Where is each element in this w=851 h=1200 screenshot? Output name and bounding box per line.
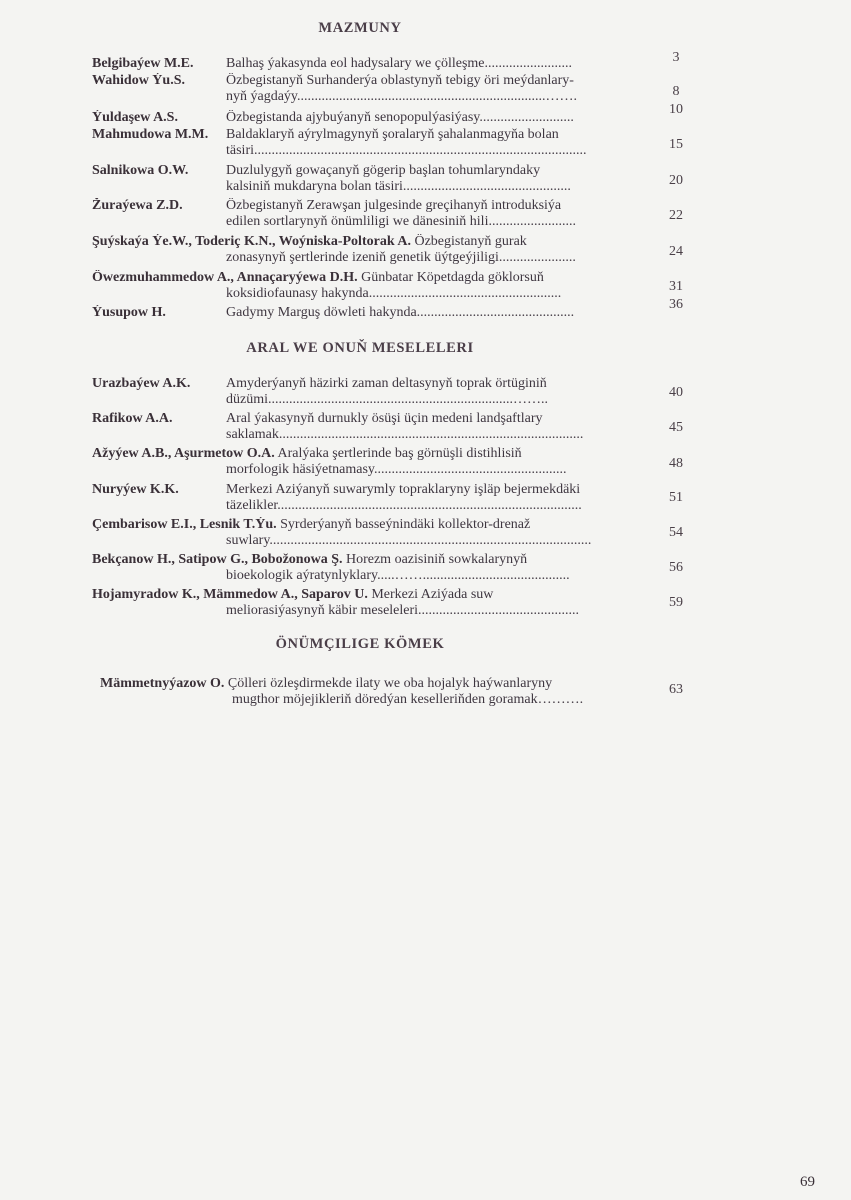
entry-title-cont: mugthor möjejikleriň döredýan keselleriňden goramak……….: [232, 692, 584, 707]
toc-entry: [92, 198, 632, 230]
entry-title: Merkezi Aziýanyň suwarymly topraklaryny işläp bejermekdäki: [226, 482, 581, 497]
toc-entry: [92, 163, 632, 195]
entry-title-cont: täsiri...............................................................................................: [226, 143, 587, 158]
entry-author: Çembarisow E.I., Lesnik T.Ýu.: [92, 517, 277, 532]
entry-author: Žuraýewa Z.D.: [92, 198, 183, 213]
entry-title-cont: suwlary............................................................................................: [226, 533, 592, 548]
entry-page-number: 10: [669, 102, 683, 117]
entry-author: Öwezmuhammedow A., Annaçaryýewa D.H.: [92, 270, 358, 285]
entry-title: Özbegistanyň Surhanderýa oblastynyň tebigy öri meýdanlary-: [226, 73, 574, 88]
entry-page-number: 3: [672, 50, 680, 65]
entry-title: Özbegistanyň gurak: [410, 234, 527, 249]
entry-title-cont: düzümi......................................................................……..: [226, 392, 548, 407]
entry-author: Ažyýew A.B., Aşurmetow O.A.: [92, 446, 275, 461]
entry-page-number: 31: [669, 279, 683, 294]
entry-author: Rafikow A.A.: [92, 411, 173, 426]
toc-entry: [92, 587, 632, 619]
entry-page-number: 45: [669, 420, 683, 435]
entry-title-cont: täzelikler.......................................................................................: [226, 498, 582, 513]
toc-entry: [92, 270, 632, 302]
toc-entry: [92, 56, 632, 72]
entry-page-number: 40: [669, 385, 683, 400]
entry-title-cont: edilen sortlarynyň önümliligi we dänesiniň hili.........................: [226, 214, 576, 229]
entry-title-cont: koksidiofaunasy hakynda.......................................................: [226, 286, 562, 301]
entry-author: Nuryýew K.K.: [92, 482, 179, 497]
toc-entry: [92, 110, 632, 126]
toc-entry: [92, 446, 632, 478]
entry-title: Merkezi Aziýada suw: [367, 587, 494, 602]
entry-page-number: 63: [669, 682, 683, 697]
entry-title: Çölleri özleşdirmekde ilaty we oba hojalyk haýwanlaryny: [224, 676, 553, 691]
toc-entry: [92, 482, 632, 514]
entry-page-number: 15: [669, 137, 683, 152]
entry-page-number: 56: [669, 560, 683, 575]
entry-author: Mahmudowa M.M.: [92, 127, 209, 142]
toc-entry: [92, 376, 632, 408]
entry-title: Gadymy Marguş döwleti hakynda.............................................: [226, 305, 575, 320]
entry-title-cont: saklamak.......................................................................................: [226, 427, 584, 442]
toc-entry: [92, 73, 632, 105]
toc-entry: [92, 517, 632, 549]
entry-title-cont: meliorasiýasynyň käbir meseleleri..............................................: [226, 603, 580, 618]
entry-title: Horezm oazisiniň sowkalarynyň: [342, 552, 528, 567]
entry-page-number: 36: [669, 297, 683, 312]
entry-title: Amyderýanyň häzirki zaman deltasynyň toprak örtüginiň: [226, 376, 547, 391]
entry-author: Ýusupow H.: [92, 305, 166, 320]
entry-page-number: 8: [672, 84, 680, 99]
entry-author: Wahidow Ýu.S.: [92, 73, 185, 88]
entry-title-cont: nyň ýagdaýy.......................................................................…….: [226, 89, 578, 104]
entry-author: Belgibaýew M.E.: [92, 56, 194, 71]
entry-title: Aral ýakasynyň durnukly ösüşi üçin medeni landşaftlary: [226, 411, 543, 426]
entry-page-number: 20: [669, 173, 683, 188]
entry-author: Şuýskaýa Ýe.W., Toderiç K.N., Woýniska-Poltorak A.: [92, 234, 411, 249]
entry-title: Syrderýanyň basseýnindäki kollektor-drenaž: [276, 517, 531, 532]
section-heading: ÖNÜMÇILIGE KÖMEK: [275, 636, 445, 652]
entry-title-cont: bioekologik aýratynlyklary.....……..........................................: [226, 568, 570, 583]
entry-title-cont: morfologik häsiýetnamasy.......................................................: [226, 462, 567, 477]
toc-entry: [92, 127, 632, 159]
toc-entry: [92, 411, 632, 443]
entry-author: Salnikowa O.W.: [92, 163, 189, 178]
entry-page-number: 54: [669, 525, 683, 540]
entry-title: Özbegistanda ajybuýanyň senopopulýasiýasy...........................: [226, 110, 574, 125]
entry-author: Mämmetnyýazow O.: [100, 676, 225, 691]
entry-title: Balhaş ýakasynda eol hadysalary we çölleşme.........................: [226, 56, 573, 71]
entry-page-number: 24: [669, 244, 683, 259]
toc-entry: [92, 305, 632, 321]
page-folio: 69: [800, 1174, 815, 1190]
contents-heading: MAZMUNY: [318, 20, 402, 36]
entry-page-number: 48: [669, 456, 683, 471]
entry-author: Bekçanow H., Satipow G., Bobožonowa Ş.: [92, 552, 343, 567]
entry-title: Aralýaka şertlerinde baş görnüşli distihlisiň: [274, 446, 522, 461]
section-heading: ARAL WE ONUŇ MESELELERI: [246, 340, 474, 356]
entry-title-cont: zonasynyň şertlerinde izeniň genetik üýtgeýjiligi......................: [226, 250, 576, 265]
toc-entry: [92, 234, 632, 266]
entry-title: Günbatar Köpetdagda göklorsuň: [357, 270, 544, 285]
entry-title: Baldaklaryň aýrylmagynyň şoralaryň şahalanmagyňa bolan: [226, 127, 559, 142]
entry-title-cont: kalsiniň mukdaryna bolan täsiri................................................: [226, 179, 571, 194]
entry-title: Duzlulygyň gowaçanyň gögerip başlan tohumlaryndaky: [226, 163, 541, 178]
entry-page-number: 51: [669, 490, 683, 505]
toc-entry: [92, 552, 632, 584]
entry-page-number: 22: [669, 208, 683, 223]
entry-author: Urazbaýew A.K.: [92, 376, 191, 391]
entry-author: Hojamyradow K., Mämmedow A., Saparov U.: [92, 587, 368, 602]
toc-entry: [92, 676, 632, 708]
entry-page-number: 59: [669, 595, 683, 610]
entry-title: Özbegistanyň Zerawşan julgesinde greçihanyň introduksiýa: [226, 198, 562, 213]
entry-author: Ýuldaşew A.S.: [92, 110, 178, 125]
